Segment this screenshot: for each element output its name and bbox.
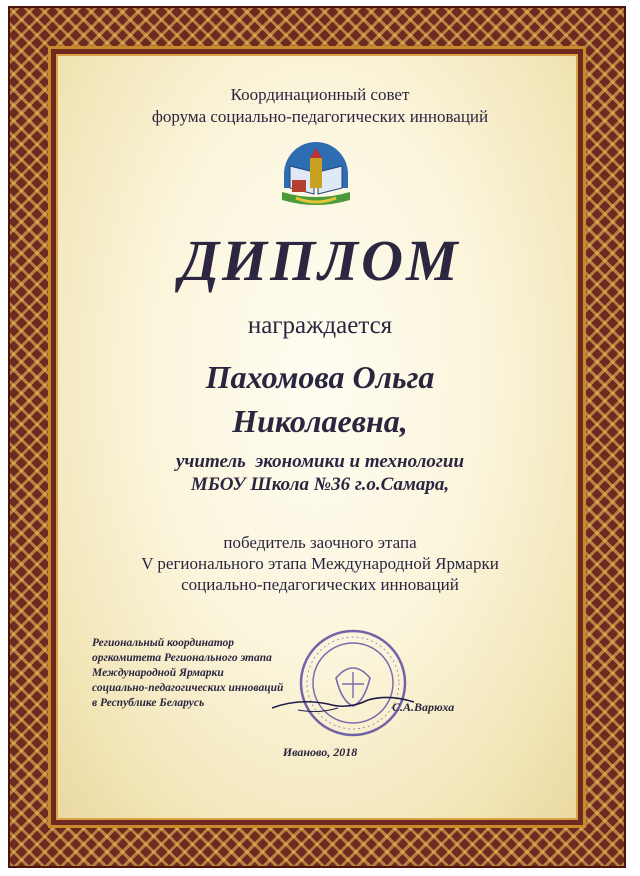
book-school-logo-icon — [276, 136, 356, 212]
achievement-text — [0, 532, 640, 595]
recipient-name-line-1: Пахомова Ольга — [205, 359, 435, 395]
position-line-2: МБОУ Школа №36 г.о.Самара, — [190, 474, 450, 495]
recipient-name-line-2: Николаевна, — [232, 403, 408, 439]
signatory-line-2: оргкомитета Регионального этапа — [92, 652, 272, 664]
recipient-name — [0, 355, 640, 443]
position-line-1: учитель экономики и технологии — [175, 451, 465, 472]
signatory-name: С.А.Варюха — [392, 700, 455, 714]
signatory-line-5: в Республике Беларусь — [92, 697, 205, 709]
signatory-line-4: социально-педагогических инноваций — [92, 682, 284, 694]
achievement-line-2: V регионального этапа Международной Ярмарки — [141, 554, 499, 573]
place-and-date: Иваново, 2018 — [282, 745, 358, 759]
diploma-title: ДИПЛОМ — [179, 228, 461, 293]
organizer-line-1: Координационный совет — [230, 85, 410, 104]
signatory-line-1: Региональный координатор — [92, 637, 235, 649]
signatory-line-3: Международной Ярмарки — [92, 667, 224, 679]
organizer-line-2: форума социально-педагогических инноваций — [151, 107, 489, 126]
achievement-line-1: победитель заочного этапа — [223, 533, 417, 552]
award-text: награждается — [247, 312, 393, 339]
recipient-position — [0, 450, 640, 496]
achievement-line-3: социально-педагогических инноваций — [181, 575, 459, 594]
organizer-header — [0, 84, 640, 128]
